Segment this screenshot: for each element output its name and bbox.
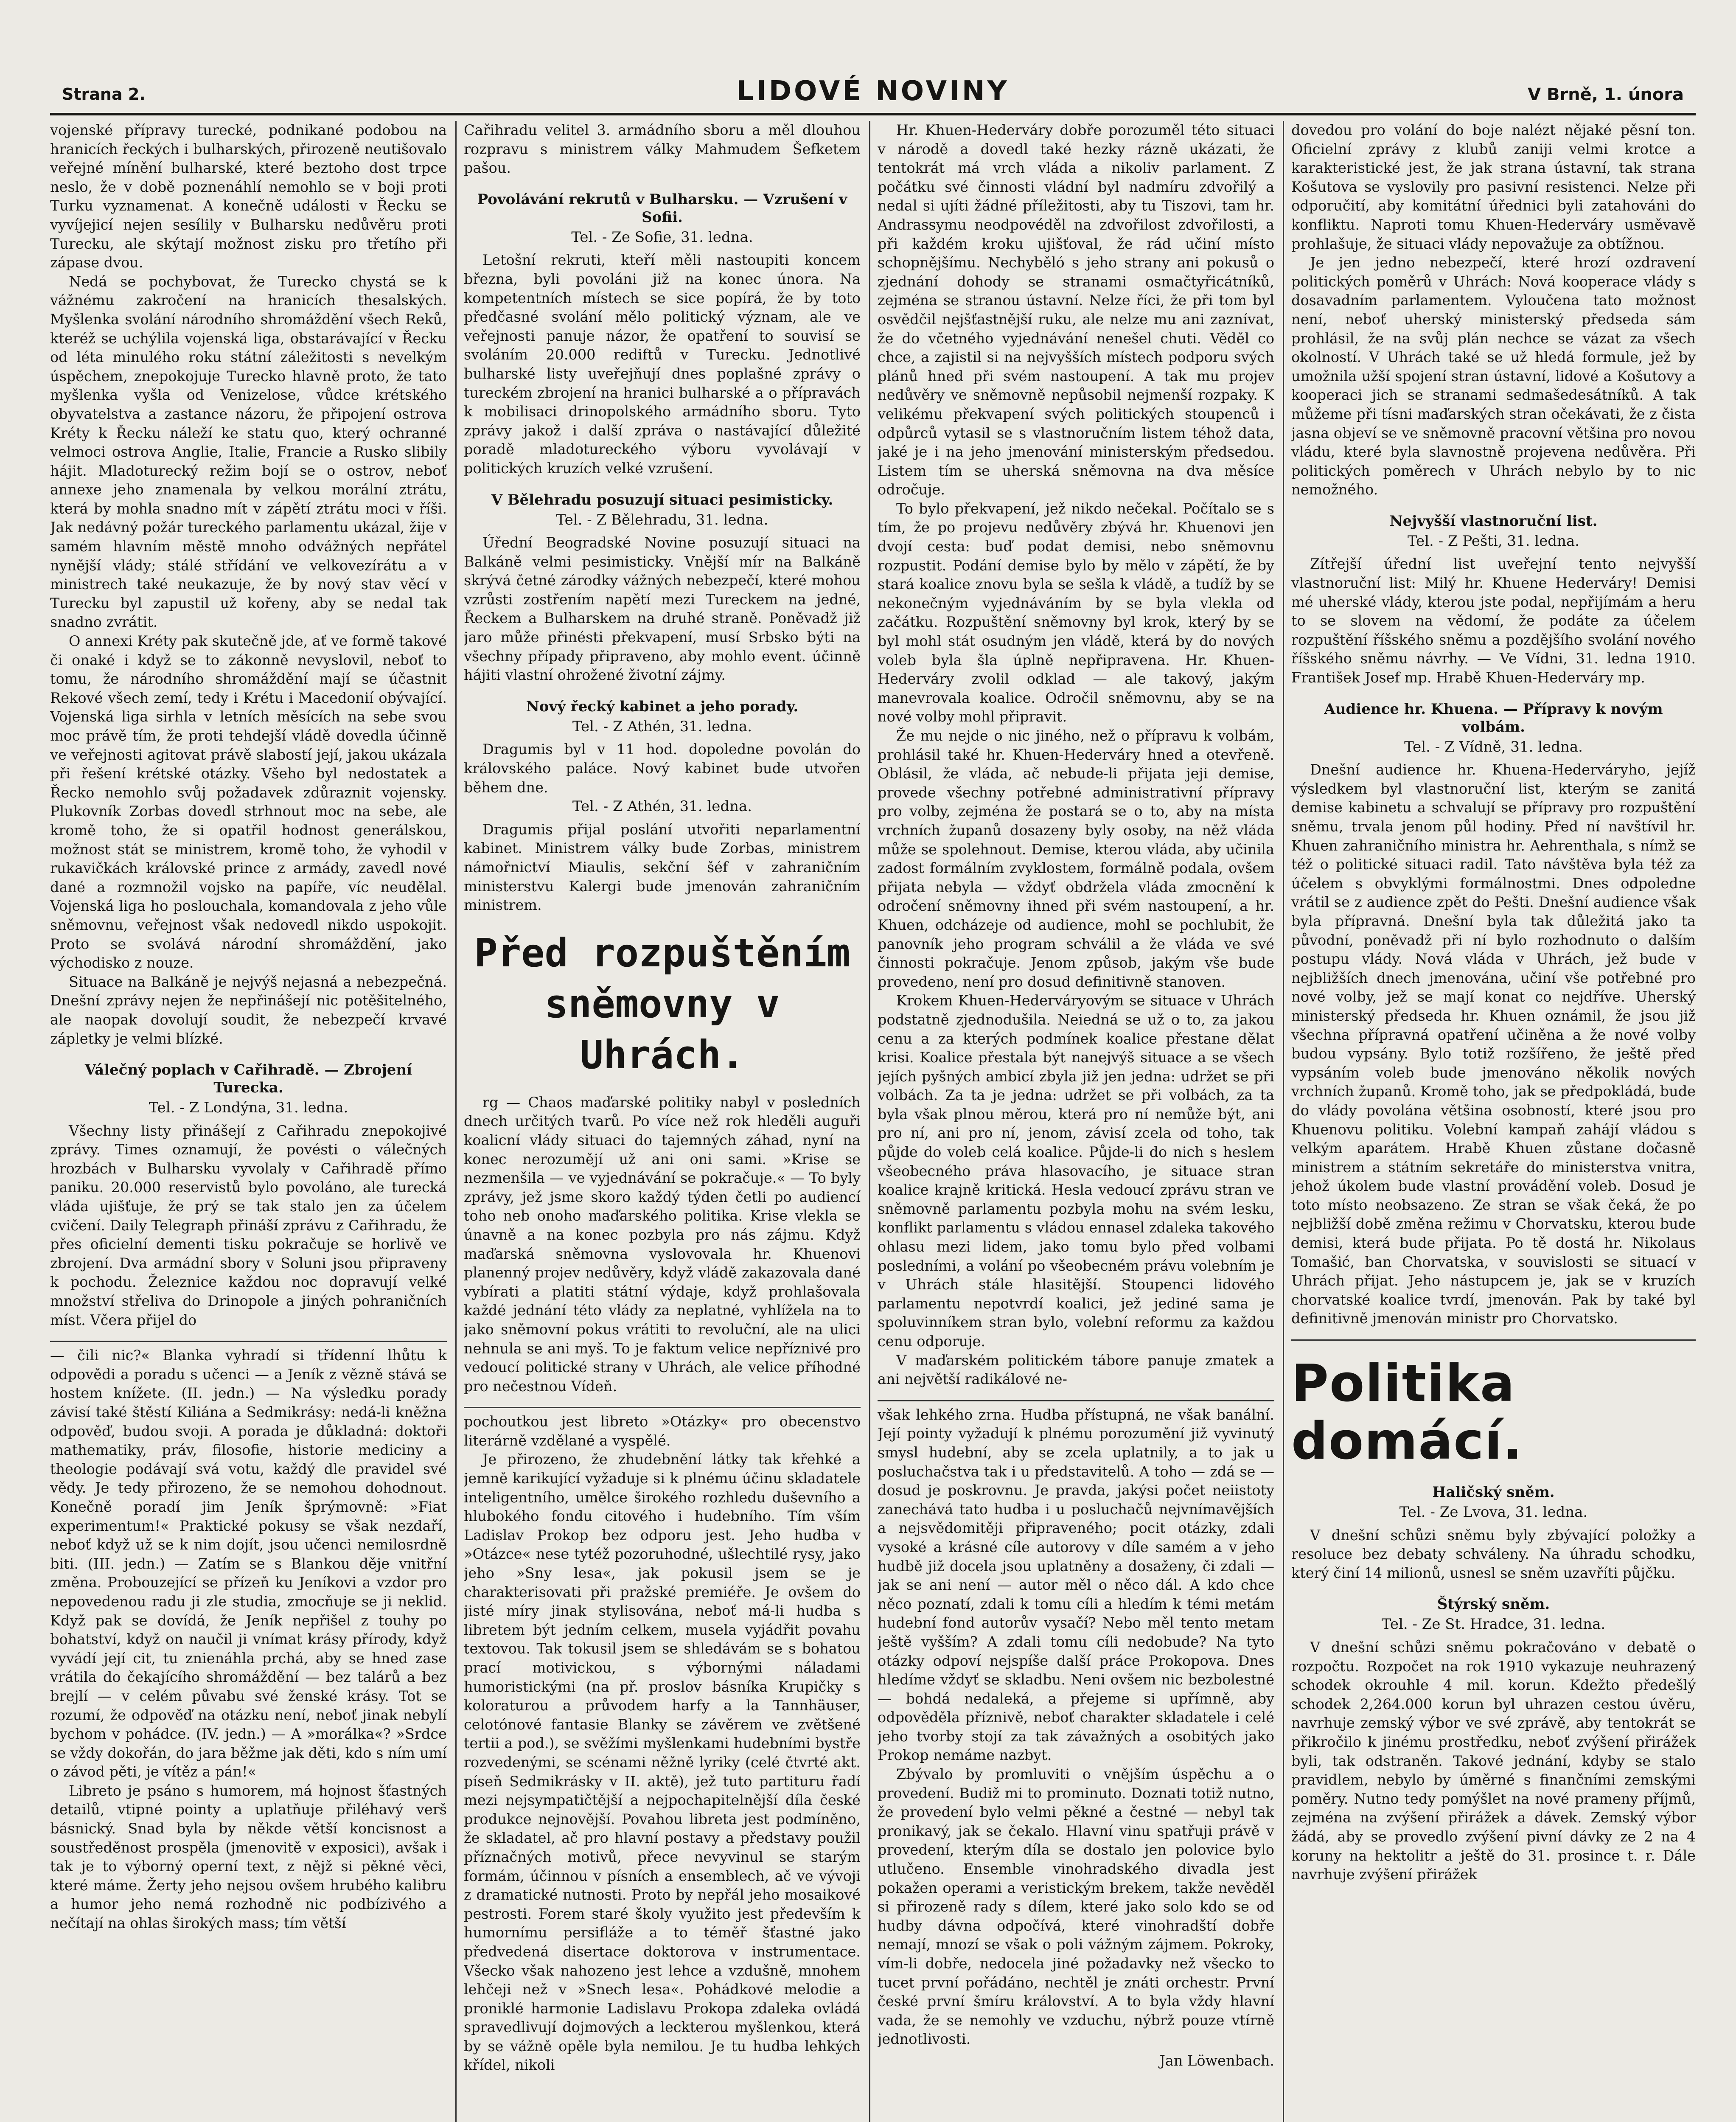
paragraph: Situace na Balkáně je nejvýš nejasná a nebezpečná. Dnešní zprávy nejen že nepřinášejí nic potěšitelného, ale naopak dovolují soudit, že nebezpečí krvavé zápletky je velmi blízké. xyxy=(50,973,447,1047)
column-3 xyxy=(878,121,1274,2122)
dateline: Tel. - Ze Sofie, 31. ledna. xyxy=(571,228,753,246)
paragraph: Nedá se pochybovat, že Turecko chystá se k vážnému zakročení na hranicích thesalských. Myšlenka svolání národního shromáždění všech Reků, kteréž se uchýlila vojenská liga, obstarávající v Řecku od léta minulého roku státní záležitosti s nevelkým úspěchem, znepokojuje Turecko hlavně proto, že tato myšlenka vyšla od Venizelose, vůdce krétského obyvatelstva a zastance názoru, že připojení ostrova Kréty k Řecku náleží ke statu quo, který ochranné velmoci ostrova Anglie, Italie, Francie a Rusko slibily hájit. Mladoturecký režim bojí se o ostrov, neboť annexe jeho znamenala by velkou morální ztrátu, která by mohla snadno mít v zápětí ztrátu moci v říši. Jak nedávný požár tureckého parlamentu ukázal, žije v samém hlavním městě mnoho odvážných nepřátel nynější vlády; stálé střídání ve velkovezírátu a v ministrech také neukazuje, že by nový stav věcí v Turecku byl zapustil už kořeny, aby se nedal tak snadno zvrátit. xyxy=(50,273,447,631)
paragraph: Krokem Khuen-Hederváryovým se situace v Uhrách podstatně zjednodušila. Neiedná se už o to, za jakou cenu a za kterých podmínek koalice přestane dělat krisi. Koalice přestala být nanejvýš situace a se všech jejích pyšných ambicí zbyla již jen jedna: udržet se při volbách. Za ta je jedna: udržet se při volbách, za ta byla však plnou měrou, která pro ní nemůže být, ani pro ní, ani pro ní, jenom, závisí zcela od toho, tak půjde do voleb celá koalice. Půjde-li do nich s heslem všeobecného práva hlasovacího, je situace stran koalice krajně kritická. Hesla vedoucí zprávu stran ve sněmovně parlamentu pozbyla mohu na svém lesku, konflikt parlamentu s vládou ennasel zdaleka takového ohlasu mezi lidem, jako tomu bylo před volbami posledními, a volání po všeobecném právu volebním je v Uhrách stále hlasitější. Stoupenci lidového parlamentu nepotvrdí koalici, jež jediné sama je spoluvinníkem stran bylo, volební reformu za každou cenu odporuje. xyxy=(878,992,1274,1350)
header-rule xyxy=(50,113,1696,115)
paragraph: O annexi Kréty pak skutečně jde, ať ve formě takové či onaké i když se to zákonně nevyslovil, neboť to tomu, že národního shromáždění mají se účastnit Rekové všech zemí, tedy i Krétu i Macedonií obývající. Vojenská liga sirhla v letních měsících na sebe svou moc právě tím, že proti tehdejší vládě dovedla účinně ve veřejnosti agitovat právě slabostí její, jakou ukázala při řešení krétské otázky. Všeho byl nedostatek a Řecko nemohlo svůj požadavek zdůraznit vojensky. Plukovník Zorbas dovedl strhnout moc na sebe, ale kromě toho, že si opatřil hodnost generálskou, možnost stát se ministrem, kromě toho, že vyhodil v rukavičkách královské prince z armády, zavedl nové dané a rozmnožil vojsko na papíře, víc neudělal. Vojenská liga ho poslouchala, komandovala z jeho vůle sněmovnu, veřejnost však nedovedl nikdo uspokojit. Proto se svolává národní shromáždění, jako východisko z nouze. xyxy=(50,633,447,971)
article-title: Audience hr. Khuena. — Přípravy k novým volbám. xyxy=(1324,700,1663,735)
section-title: Politika domácí. xyxy=(1291,1354,1523,1471)
article-title: V Bělehradu posuzují situaci pesimisticky. xyxy=(491,491,833,508)
column-2 xyxy=(464,121,861,2122)
paragraph: Zbývalo by promluviti o vnějším úspěchu a o provedení. Budiž mi to prominuto. Doznati totiž nutno, že provedení bylo velmi pěkné a čestné — nebyl tak pronikavý, jak se čekalo. Hlavní vinu spatřuji právě v provedení, kterým díla se dostalo jen polovice bylo utlučeno. Ensemble vinohradského divadla jest pokažen operami a veristickým brekem, takže nevěděl si přirozeně rady s dílem, které jako solo kdo se od hudby dávna odpočívá, které vinohradští dobře nemají, mnozí se však o poli vážným zájmem. Pokroky, vím-li dobře, nedocela jiné požadavky než všecko to tucet první pořádáno, nechtěl je znáti orchestr. První české první šmíru království. A to byla vždy hlavní vada, že se nemohly ve vzduchu, nýbrž pouze vtírně jednotlivosti. xyxy=(878,1766,1274,2048)
masthead xyxy=(50,76,1696,118)
paragraph: — čili nic?« Blanka vyhradí si třídenní lhůtu k odpovědi a poradu s učenci — a Jeník z vězně stává se hostem knížete. (II. jedn.) — Na výsledku porady závisí také štěstí Kiliána a Sedmikrásy: nedá-li kněžna odpověď, budou svoji. A porada je důkladná: doktoři mathematiky, práv, filosofie, historie mediciny a theologie podávají svá votu, každý dle pravidel své vědy. Je tedy přirozeno, že se nemohou dohodnout. Konečně poradí jim Jeník šprýmovně: »Fiat experimentum!« Praktické pokusy se však nezdaří, neboť když už se k nim dojít, jsou učenci nemilosrdně biti. (III. jedn.) — Zatím se s Blankou děje vnitřní změna. Probouzející se přízeň ku Jeníkovi a vzdor pro nepovedenou radu ji zle studia, zmocňuje se ji neklid. Když pak se dovídá, že Jeník nepřišel z touhy po bohatství, když on naučil ji vnímat krásy přírody, když vyvádí její cit, tu znienáhla prchá, aby se hned zase vrátila do čekajícího shromáždění — bez talárů a bez brejlí — v celém půvabu své ženské krásy. Tot se rozumí, že odpověď na otázku není, neboť jinak nebylí bychom v pohádce. (IV. jedn.) — A »morálka«? »Srdce se vždy dokořán, do jara běžme jak děti, kdo s ním umí o závod pěti, je vítěz a pán!« xyxy=(50,1347,447,1780)
dateline: Tel. - Z Pešti, 31. ledna. xyxy=(1407,532,1580,550)
paragraph: V dnešní schůzi sněmu byly zbývající položky a resoluce bez debaty schváleny. Na úhradu schodku, který činí 14 milionů, usnesl se sněm uzavříti půjčku. xyxy=(1291,1527,1696,1581)
paragraph: Libreto je psáno s humorem, má hojnost šťastných detailů, vtipné pointy a uplatňuje přiléhavý verš básnický. Snad byla by někde větší koncisnost a soustředěnost prospěla (jmenovitě v exposici), avšak i tak je to výborný operní text, z nějž si pěkné věci, které máme. Žerty jeho nejsou ovšem hrubého kalibru a humor jeho nemá rozhodně nic podbízivého a nečítají na ohlas širokých mass; tím větší xyxy=(50,1782,447,1932)
dateline: Tel. - Ze St. Hradce, 31. ledna. xyxy=(1381,1616,1606,1633)
paragraph: To bylo překvapení, jež nikdo nečekal. Počítalo se s tím, že po projevu nedůvěry zbývá hr. Khuenovi jen dvojí cesta: buď podat demisi, nebo sněmovnu rozpustit. Podání demise bylo by mělo v zápětí, že by stará koalice znovu byla se sešla k vládě, a tudíž by se nekonečným vyjednáváním by se byla vlekla od začátku. Rozpuštění sněmovny byl krok, který by se byl mohl stát osudným jen vládě, která by do nových voleb byla šla úplně nepřipravena. Hr. Khuen-Hederváry zvolil odklad — ale takový, jakým manevrovala koalice. Odročil sněmovnu, aby se na nové volby mohl připravit. xyxy=(878,500,1274,725)
article-title: Nejvyšší vlastnoruční list. xyxy=(1389,512,1598,530)
author-signature: Jan Löwenbach. xyxy=(1159,2052,1274,2069)
columns xyxy=(50,121,1696,2122)
paragraph: pochoutkou jest libreto »Otázky« pro obecenstvo literárně vzdělané a vyspělé. xyxy=(464,1413,861,1449)
article-title: Válečný poplach v Cařihradě. — Zbrojení Turecka. xyxy=(84,1061,412,1097)
article-title: Povolávání rekrutů v Bulharsku. — Vzrušení v Sofii. xyxy=(477,191,847,226)
article-title: Nový řecký kabinet a jeho porady. xyxy=(526,698,799,715)
paragraph: rg — Chaos maďarské politiky nabyl v posledních dnech určitých tvarů. Po více než rok hleděli auguři koalicní vlády situaci do tajemných záhad, nyní na konec nerozumějí už ani oni sami. »Krise se nezmenšila — ve vyjednávání se pokračuje.« — To byly zprávy, jež jsme skoro každý týden četli po audiencí toho neb onoho maďarského politika. Krise vlekla se únavně a na konec pozbyla pro nás zájmu. Když maďarská sněmovna vyslovovala hr. Khuenovi planenný projev nedůvěry, když vládě zakazovala dané vybírati a platiti státní výdaje, když prohlašovala každé jednání této vlády za neplatné, vyhlížela na to jako sněmovní pokus vrátiti to revoluční, ale na ulici nehnula se ani myš. To je faktum velice nepříznivé pro vedoucí politické strany v Uhrách, ale velice příhodné pro nečestnou Vídeň. xyxy=(464,1094,861,1395)
article-title: Štýrský sněm. xyxy=(1437,1596,1550,1613)
paragraph: vojenské přípravy turecké, podnikané podobou na hranicích řeckých i bulharských, přirozeně neutišovalo veřejné mínění bulharské, které beztoho dost trpce neslo, že v době poznenáhlí nemohlo se v boji proti Turku vyznamenat. A konečně události v Řecku se vyvíjejicí nejen sesílily v Bulharsku nedůvěru proti Turecku, ale skýtají možnost zisku pro třetího při zápase dvou. xyxy=(50,122,447,271)
section-rule xyxy=(1291,1339,1696,1341)
dateline: Tel. - Z Athén, 31. ledna. xyxy=(572,798,752,815)
page-number: Strana 2. xyxy=(62,85,146,104)
paragraph: Je přirozeno, že zhudebnění látky tak křehké a jemně karikující vyžaduje si k plnému účinu skladatele inteligentního, umělce širokého rozhledu duševního a hlubokého fondu citového i hudebního. Tím vším Ladislav Prokop bez odporu jest. Jeho hudba v »Otázce« nese tytéž pozoruhodné, ušlechtilé rysy, jako jeho »Sny lesa«, jak pokusil jsem se je charakterisovati při pražské premiéře. Je ovšem do jisté míry jinak stylisována, neboť má-li hudba s libretem být jedním celkem, musela vyjádřit povahu textovou. Tak tokusil jsem se shledávám se s bohatou prací motivickou, s výbornými náladami humoristickými (na př. proslov básníka Krupičky s koloraturou a průvodem harfy a la Tannhäuser, celotónové fantasie Blanky se závěrem ve zvětšené tertii a pod.), se svěžími myšlenkami hudebními bystře rozvedenými, se scénami něžně lyriky (celé čtvrté akt. píseň Sedmikrásky v II. aktě), jež tuto partituru řadí mezi nejsympatičtější a nejpochapitelnější díla české produkce nejnovější. Povahou libreta jest podmíněno, že skladatel, ač pro hlavní postavy a představy použil příznačných motivů, přece nevyvinul se starým formám, účinnou v písních a ensemblech, ač ve vývoji z dramatické nutnosti. Proto by nepřál jeho mosaikové pestrosti. Forem staré školy využito jest především k humornímu persifláže a to téměř šťastné jako předvedená disertace doktorova v instrumentace. Všecko však nahozeno jest lehce a vzdušně, mnohem lehčeji než v »Snech lesa«. Pohádkové melodie a proniklé harmonie Ladislavu Prokopa zdaleka ovládá spravedlivují dojmových a leckterou myšlenkou, která by se vážně opěle byla nemilou. Je tu hudba lehkých křídel, nikoli xyxy=(464,1451,861,2074)
feuilleton-rule xyxy=(50,1341,447,1342)
column-4 xyxy=(1291,121,1696,2122)
dateline: Tel. - Z Athén, 31. ledna. xyxy=(572,718,752,735)
paragraph: Cařihradu velitel 3. armádního sboru a měl dlouhou rozpravu s ministrem války Mahmudem Šefketem pašou. xyxy=(464,122,861,177)
paragraph: Zítřejší úřední list uveřejní tento nejvyšší vlastnoruční list: Milý hr. Khuene Hederváry! Demisi mé uherské vlády, kterou jste podal, nepřijímám a heru to se slovem na vědomí, že podáte za účelem rozpuštění říšského sněmu a pozdějšího svolání nového říšského sněmu návrhy. — Ve Vídni, 31. ledna 1910. František Josef mp. Hrabě Khuen-Hederváry mp. xyxy=(1291,556,1696,686)
paragraph: Je jen jedno nebezpečí, které hrozí ozdravení politických poměrů v Uhrách: Nová kooperace vlády s dosavadním parlamentem. Vyloučena tato možnost není, neboť uherský ministerský předseda sám prohlásil, že na svůj plán nechce se vázat za všech okolností. V Uhrách také se už hledá formule, jež by umožnila užší spojení stran ústavní, lidové a Košutovy a kooperaci jich se stranami sedmašedesátníků. A tak můžeme při tísni maďarských stran očekávati, že z čista jasna objeví se ve sněmovně pracovní většina pro novou vládu, které byla slavnostně projevena nedůvěra. Při politických poměrech v Uhrách nebylo by to nic nemožného. xyxy=(1291,254,1696,498)
newspaper-title: LIDOVÉ NOVINY xyxy=(736,76,1010,107)
paragraph: V dnešní schůzi sněmu pokračováno v debatě o rozpočtu. Rozpočet na rok 1910 vykazuje neuhrazený schodek okrouhle 4 mil. korun. Kdežto předešlý schodek 2,264.000 korun byl uhrazen cestou úvěru, navrhuje zemský výbor ve své zprávě, aby tentokrát se přikročilo k jinému prostředku, neboť zvýšení přirážek byli, tak odstraněn. Takové jednání, kdyby se stalo pravidlem, nebylo by úměrné s finančními zemskými poměry. Nutno tedy pomýšlet na nové prameny příjmů, zejména na zvýšení přirážek a dávek. Zemský výbor žádá, aby se provedlo zvýšení pivní dávky ze 2 na 4 koruny na hektolitr a ještě do 31. prosince t. r. Dále navrhuje zvýšení přirážek xyxy=(1291,1639,1696,1883)
headline: Před rozpuštěním sněmovny v Uhrách. xyxy=(474,930,850,1078)
paragraph: Dnešní audience hr. Khuena-Hederváryho, jejíž výsledkem byl vlastnoruční list, kterým se zanitá demise kabinetu a schvalují se přípravy pro rozpuštění sněmu, trvala jenom půl hodiny. Před ní navštívil hr. Khuen zahraničního ministra hr. Aehrenthala, s nímž se též o politické situaci radil. Tato návštěva byla též za účelem s obvyklými formálnostmi. Dnes odpoledne vrátil se z audience zpět do Pešti. Dnešní audience však byla přípravná. Dnešní byla tak důležitá jako ta původní, poněvadž při ní bylo rozhodnuto o dalším postupu vlády. Nová vláda v Uhrách, jež bude v nejbližších dnech jmenována, učiní vše potřebné pro nové volby, jež se mají konat co nejdříve. Uherský ministerský předseda hr. Khuen oznámil, že jsou již všechna přípravná opatření učiněna a že nové volby budou vypsány. Bylo totiž rozšířeno, že ještě před vypsáním voleb bude jmenováno několik nových vrchních županů. Kromě toho, jak se předpokládá, bude do vlády povolána většina osobností, které jsou pro Khuenovu politiku. Volební kampaň zahájí vládou s velkým aparátem. Hrabě Khuen zůstane dočasně ministrem a státním sekretáře do ministerstva vnitra, jehož úkolem bude vlastní provádění voleb. Dosud je toto místo neobsazeno. Ze stran se však čeká, že po nejbližší době změna režimu v Chorvatsku, kterou bude demisi, která bude přijata. Po tě dostá hr. Nikolaus Tomašić, ban Chorvatska, v souvislosti se situací v Uhrách přijat. Jeho nástupcem je, jak se v kruzích chorvatské koalice tvrdí, jmenován. Pak by také byl definitivně jmenován ministr pro Chorvatsko. xyxy=(1291,761,1696,1327)
feuilleton-rule xyxy=(464,1407,861,1408)
dateline: Tel. - Z Londýna, 31. ledna. xyxy=(149,1099,348,1117)
paragraph: dovedou pro volání do boje nalézt nějaké pěsní ton. Oficielní zprávy z klubů zaniji velmi krotce a karakteristické jest, že jak strana ústavní, tak strana Košutova se vyslovily pro pasivní resistenci. Nelze při odporučití, aby komitátní úřednici byli zatahováni do konfliktu. Naproti tomu Khuen-Hederváry usměvavě prohlašuje, že situaci vlády nepovažuje za obtížnou. xyxy=(1291,122,1696,252)
dateline: Tel. - Ze Lvova, 31. ledna. xyxy=(1399,1504,1588,1521)
paragraph: Úřední Beogradské Novine posuzují situaci na Balkáně velmi pesimisticky. Vnější mír na Balkáně skrývá četné zárodky vážných nebezpečí, které mohou vzrůsti zostřením napětí mezi Tureckem na jedné, Řeckem a Bulharskem na druhé straně. Poněvadž již jaro může přinésti překvapení, musí Srbsko býti na všechny případy připraveno, aby mohlo event. účinně hájiti vlastní ohrožené životní zájmy. xyxy=(464,534,861,684)
article-title: Haličský sněm. xyxy=(1432,1484,1555,1501)
issue-date: V Brně, 1. února xyxy=(1528,85,1684,104)
paragraph: Že mu nejde o nic jiného, než o přípravu k volbám, prohlásil také hr. Khuen-Hederváry hned a otevřeně. Oblásil, že vláda, ač nebude-li přijata jeji demise, provede všechny potřebné administrativní přípravy pro volby, zejména že postará se o to, aby na místa vrchních županů dosazeny byly osoby, na něž vláda může se spolehnout. Demise, kterou vláda, aby učinila zadost formálním zvyklostem, formálně podala, ovšem přijata nebyla — vždyť obdržela vláda zmocnění k odročení sněmovny ihned při svém nastoupení, a hr. Khuen, odcházeje od audience, mohl se pochlubit, že panovník jeho program schválil a že vláda ve své činnosti pokračuje. Jenom způsob, jakým vše bude provedeno, není pro dosud definitivně stanoven. xyxy=(878,727,1274,990)
paragraph: však lehkého zrna. Hudba přístupná, ne však banální. Její pointy vyžadují k plnému porozumění již vyvinutý smysl hudební, aby se zcela uplatnily, a to jak u posluchačstva tak i u představitelů. A toho — zdá se — dosud je poskrovnu. Je pravda, jakýsi počet neiistoty zanechává tato hudba i u posluchačů nejvnímavějších a nejsvědomitěji připraveného; pocit otázky, zdali vysoké a krásné cíle autorovy v díle samém a v jeho hudbě již docela jsou uplatněny a dosaženy, či zdali — jak se ani není — autor měl o něco dál. A kdo chce něco poznatí, zdali k tomu cíli a hledím k témi metám hudební fond autorův vysačí? Nebo měl tento metam ještě vyšším? A zdali tomu cíli nedobude? Na tyto otázky odpoví nejspíše další práce Prokopova. Dnes hledíme vždyť se skladbu. Neni ovšem nic bezbolestné — bohdá nedaleká, a přejeme si upřímně, aby odpověděla příznivě, neboť charakter skladatele i celé jeho tvorby stojí za tak závažných a osobitých jako Prokop nemáme nazbyt. xyxy=(878,1406,1274,1764)
feuilleton-rule xyxy=(878,1400,1274,1401)
paragraph: Hr. Khuen-Hederváry dobře porozuměl této situaci v národě a dovedl také hezky rázně ukázati, že tentokrát má vrch vláda a nikoliv parlament. Z počátku své činnosti vládní byl nadmíru zdvořilý a nedal si ujíti žádné příležitosti, aby tu Tiszovi, tam hr. Andrassymu neodpovéděl na zdvořilost zdvořilosti, a při každém kroku ujišťoval, že rád učiní místo schopnějšímu. Nechyběló s jeho strany ani pokusů o zjednání dohody se stranami osmačtyřicátníků, zejména se stranou ústavní. Nelze říci, že při tom byl osvědčil nejšťastnější ruku, ale nelze mu ani zaznívat, že do včetného vyjednávání nenešel chuti. Věděl co chce, a zajistil si na nejvyšších místech podporu svých plánů hned při svém nastoupení. A tak mu projev nedůvěry ve sněmovně nepůsobil nejmenší rozpaky. K velikému překvapení svých politických stoupenců i odpůrců vytasil se s vlastnoručním listem téhož data, jaké je i na jeho jmenování ministerským předsedou. Listem tím se uherská sněmovna na dva měsíce odročuje. xyxy=(878,122,1274,498)
column-divider xyxy=(869,121,870,2122)
paragraph: Dragumis přijal poslání utvořiti neparlamentní kabinet. Ministrem války bude Zorbas, ministrem námořnictví Miaulis, sekční šéf v zahraničním ministerstvu Kalergi bude jmenován zahraničním ministrem. xyxy=(464,821,861,914)
paragraph: Letošní rekruti, kteří měli nastoupiti koncem března, byli povoláni již na konec února. Na kompetentních místech se sice popírá, že by toto předčasné svolání mělo politický význam, ale ve veřejnosti panuje názor, že opatření to souvisí se svoláním 20.000 rediftů v Turecku. Jednotlivé bulharské listy uveřejňují dnes poplašné zprávy o tureckém zbrojení na hranici bulharské a o přípravách k mobilisaci drinopolského armádního sboru. Tyto zprávy jakož i další zpráva o nastávající důležité poradě mladotureckého výboru vyvolávají v politických kruzích velké vzrušení. xyxy=(464,252,861,477)
dateline: Tel. - Z Vídně, 31. ledna. xyxy=(1404,738,1583,755)
column-divider xyxy=(1283,121,1284,2122)
dateline: Tel. - Z Bělehradu, 31. ledna. xyxy=(556,511,768,528)
paragraph: V maďarském politickém tábore panuje zmatek a ani největší radikálové ne- xyxy=(878,1352,1274,1388)
column-1 xyxy=(50,121,447,2122)
paragraph: Všechny listy přinášejí z Cařihradu znepokojivé zprávy. Times oznamují, že povésti o válečných hrozbách v Bulharsku vyvolaly v Cařihradě přímo paniku. 20.000 reservistů bylo povoláno, ale turecká vláda ujišťuje, že prý se tak stalo jen za účelem cvičení. Daily Telegraph přináší zprávu z Cařihradu, že přes oficielní dementi tisku pokračuje se horlivě ve zbrojení. Dva armádní sbory v Soluni jsou připraveny k pochodu. Železnice každou noc dopravují velké množství střeliva do Drinopole a jiných pohraničních míst. Včera přijel do xyxy=(50,1122,447,1328)
column-divider xyxy=(455,121,457,2122)
paragraph: Dragumis byl v 11 hod. dopoledne povolán do královského paláce. Nový kabinet bude utvořen během dne. xyxy=(464,741,861,796)
